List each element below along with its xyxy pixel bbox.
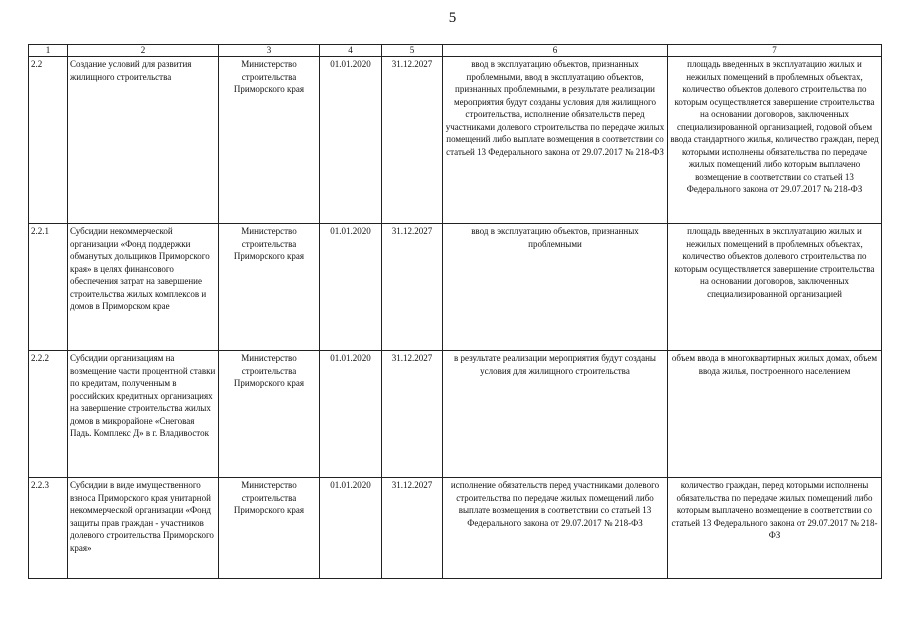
table-row [29,224,882,351]
item-executor: Министерство строительства Приморского края [219,351,320,478]
item-indicator: количество граждан, перед которыми исполнены обязательства по передаче жилых помещений либо которым выплачено возмещение в соответствии со статьей 13 Федерального закона от 29.07.2017 № 218-ФЗ [668,478,882,579]
item-executor: Министерство строительства Приморского края [219,478,320,579]
header-cell: 7 [668,45,882,57]
item-name: Субсидии в виде имущественного взноса Приморского края унитарной некоммерческой организации «Фонд защиты прав граждан - участников долевого строительства Приморского края» [68,478,219,579]
item-number: 2.2 [29,57,68,224]
item-number: 2.2.3 [29,478,68,579]
item-name: Субсидии некоммерческой организации «Фонд поддержки обманутых дольщиков Приморского края» в целях финансового обеспечения затрат на завершение строительства жилых комплексов и домов в Приморском крае [68,224,219,351]
item-name: Субсидии организациям на возмещение части процентной ставки по кредитам, полученным в российских кредитных организациях на завершение строительства жилых домов в микрорайоне «Снеговая Падь. Комплекс Д» в г. Владивосток [68,351,219,478]
item-indicator: площадь введенных в эксплуатацию жилых и нежилых помещений в проблемных объектах, количество объектов долевого строительства по которым осуществляется завершение строительства на основании договоров, заключенных специализированной организацией [668,224,882,351]
item-start-date: 01.01.2020 [320,478,382,579]
header-cell: 6 [443,45,668,57]
item-end-date: 31.12.2027 [382,224,443,351]
header-row [29,45,882,57]
header-cell: 3 [219,45,320,57]
item-start-date: 01.01.2020 [320,351,382,478]
item-indicator: объем ввода в многоквартирных жилых домах, объем ввода жилья, построенного населением [668,351,882,478]
item-number: 2.2.2 [29,351,68,478]
item-end-date: 31.12.2027 [382,478,443,579]
item-end-date: 31.12.2027 [382,57,443,224]
item-result: в результате реализации мероприятия будут созданы условия для жилищного строительства [443,351,668,478]
table-row [29,351,882,478]
item-executor: Министерство строительства Приморского края [219,224,320,351]
item-result: ввод в эксплуатацию объектов, признанных проблемными [443,224,668,351]
item-number: 2.2.1 [29,224,68,351]
header-cell: 2 [68,45,219,57]
item-executor: Министерство строительства Приморского края [219,57,320,224]
header-cell: 1 [29,45,68,57]
item-end-date: 31.12.2027 [382,351,443,478]
table-row [29,57,882,224]
item-start-date: 01.01.2020 [320,224,382,351]
header-cell: 5 [382,45,443,57]
measures-table [28,44,882,579]
item-start-date: 01.01.2020 [320,57,382,224]
header-cell: 4 [320,45,382,57]
item-name: Создание условий для развития жилищного строительства [68,57,219,224]
table-row [29,478,882,579]
page-number: 5 [448,10,457,26]
item-indicator: площадь введенных в эксплуатацию жилых и нежилых помещений в проблемных объектах, количество объектов долевого строительства по которым осуществляется завершение строительства на основании договоров, заключенных специализированной организацией, годовой объем ввода стандартного жилья, количество граждан, перед которыми исполнены обязательства по передаче жилых помещений либо которым выплачено возмещение в соответствии со статьей 13 Федерального закона от 29.07.2017 № 218-ФЗ [668,57,882,224]
item-result: ввод в эксплуатацию объектов, признанных проблемными, ввод в эксплуатацию объектов, признанных проблемными, в результате реализации мероприятия будут созданы условия для жилищного строительства, исполнение обязательств перед участниками долевого строительства по передаче жилых помещений либо выплате возмещения в соответствии со статьей 13 Федерального закона от 29.07.2017 № 218-ФЗ [443,57,668,224]
item-result: исполнение обязательств перед участниками долевого строительства по передаче жилых помещений либо выплате возмещения в соответствии со статьей 13 Федерального закона от 29.07.2017 № 218-ФЗ [443,478,668,579]
